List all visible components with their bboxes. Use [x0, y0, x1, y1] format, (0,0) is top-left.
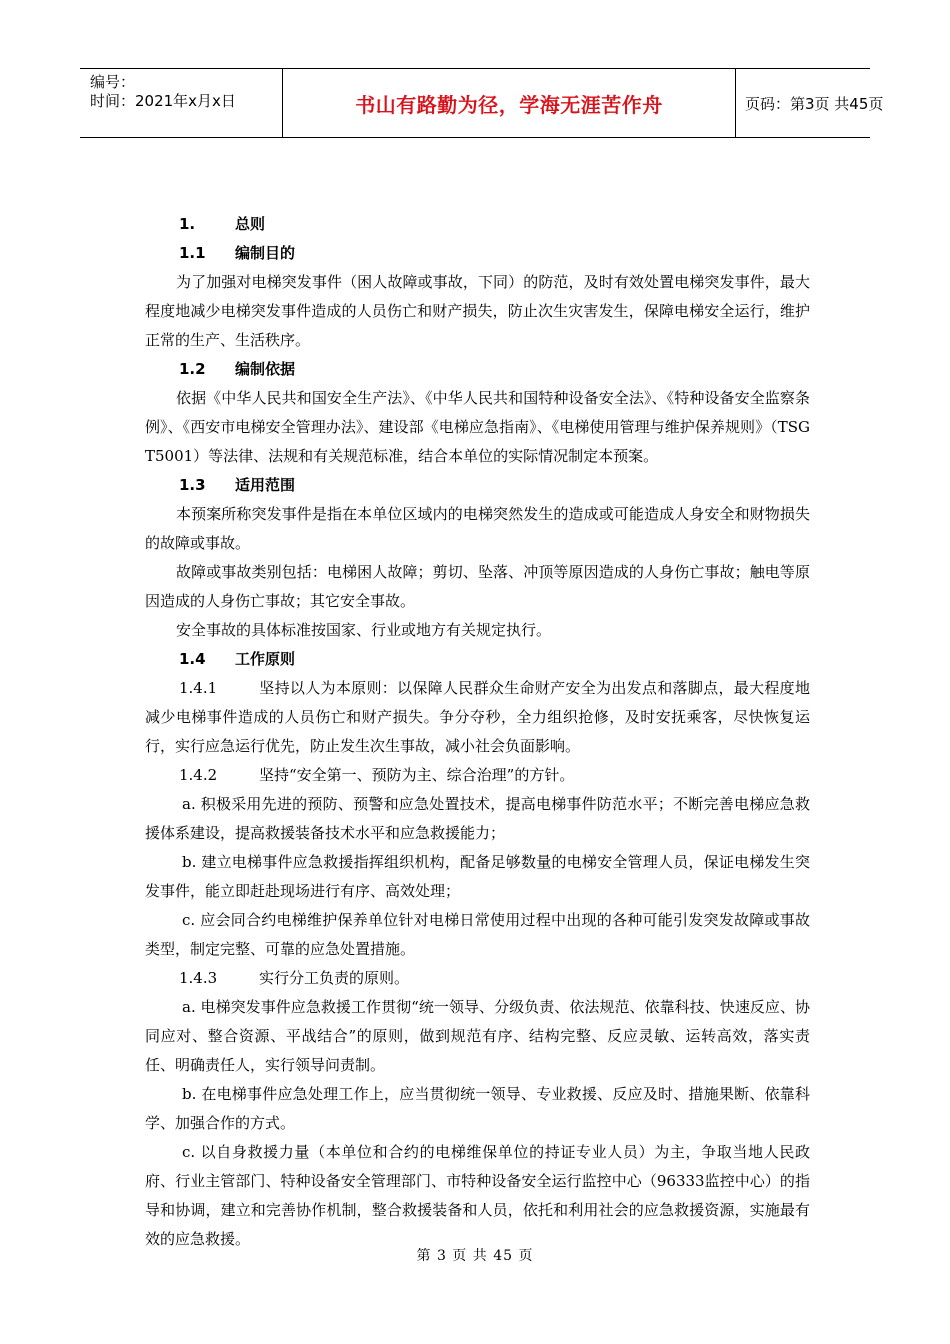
list-item: b. 在电梯事件应急处理工作上，应当贯彻统一领导、专业救援、反应及时、措施果断、依靠科学、加强合作的方式。 — [145, 1085, 810, 1132]
header-motto-cell — [282, 69, 736, 137]
section-title: 适用范围 — [235, 476, 296, 494]
subsection-number: 1.4.2 — [179, 766, 218, 784]
section-heading — [145, 471, 810, 500]
section-heading — [145, 645, 810, 674]
section-heading — [145, 355, 810, 384]
date-label: 时间：2021年x月x日 — [90, 92, 236, 110]
section-number: 1.3 — [179, 476, 206, 494]
header-page-cell — [735, 69, 884, 137]
subsection-number: 1.4.3 — [179, 969, 218, 987]
subsection-paragraph — [145, 964, 810, 993]
motto-text: 书山有路勤为径，学海无涯苦作舟 — [355, 92, 663, 117]
list-item: b. 建立电梯事件应急救援指挥组织机构，配备足够数量的电梯安全管理人员，保证电梯发生突发事件，能立即赶赴现场进行有序、高效处理； — [145, 853, 810, 900]
paragraph: 故障或事故类别包括：电梯困人故障；剪切、坠落、冲顶等原因造成的人身伤亡事故；触电等原因造成的人身伤亡事故；其它安全事故。 — [145, 563, 810, 610]
document-header — [80, 68, 884, 138]
section-title: 工作原则 — [235, 650, 296, 668]
section-title: 编制依据 — [235, 360, 296, 378]
section-heading — [145, 210, 810, 239]
subsection-text: 坚持“安全第一、预防为主、综合治理”的方针。 — [259, 766, 575, 784]
list-item: a. 积极采用先进的预防、预警和应急处置技术，提高电梯事件防范水平；不断完善电梯应急救援体系建设，提高救援装备技术水平和应急救援能力； — [145, 795, 810, 842]
subsection-paragraph — [145, 674, 810, 761]
list-item: c. 应会同合约电梯维护保养单位针对电梯日常使用过程中出现的各种可能引发突发故障或事故类型，制定完整、可靠的应急处置措施。 — [145, 911, 810, 958]
subsection-number: 1.4.1 — [179, 679, 218, 697]
page-footer: 第 3 页 共 45 页 — [416, 1248, 534, 1264]
paragraph: 安全事故的具体标准按国家、行业或地方有关规定执行。 — [176, 621, 552, 639]
section-title: 编制目的 — [235, 244, 296, 262]
paragraph: 为了加强对电梯突发事件（困人故障或事故，下同）的防范，及时有效处置电梯突发事件，最大程度地减少电梯突发事件造成的人员伤亡和财产损失，防止次生灾害发生，保障电梯安全运行，维护正常的生产、生活秩序。 — [145, 273, 810, 349]
subsection-text: 实行分工负责的原则。 — [259, 969, 410, 987]
serial-number-label: 编号： — [90, 73, 136, 91]
section-number: 1.1 — [179, 244, 206, 262]
list-item: a. 电梯突发事件应急救援工作贯彻“统一领导、分级负责、依法规范、依靠科技、快速反应、协同应对、整合资源、平战结合”的原则，做到规范有序、结构完整、反应灵敏、运转高效，落实责任、明确责任人，实行领导问责制。 — [145, 998, 810, 1074]
section-title: 总则 — [235, 215, 266, 233]
subsection-paragraph — [145, 761, 810, 790]
section-number: 1. — [179, 215, 196, 233]
list-item: c. 以自身救援力量（本单位和合约的电梯维保单位的持证专业人员）为主，争取当地人民政府、行业主管部门、特种设备安全管理部门、市特种设备安全运行监控中心（96333监控中心）的指导和协调，建立和完善协作机制，整合救援装备和人员，依托和利用社会的应急救援资源，实施最有效的应急救援。 — [145, 1143, 810, 1248]
subsection-text: 坚持以人为本原则：以保障人民群众生命财产安全为出发点和落脚点，最大程度地减少电梯事件造成的人员伤亡和财产损失。争分夺秒，全力组织抢修，及时安抚乘客，尽快恢复运行，实行应急运行优先，防止发生次生事故，减小社会负面影响。 — [145, 679, 810, 755]
section-number: 1.2 — [179, 360, 206, 378]
paragraph: 依据《中华人民共和国安全生产法》、《中华人民共和国特种设备安全法》、《特种设备安全监察条例》、《西安市电梯安全管理办法》、建设部《电梯应急指南》、《电梯使用管理与维护保养规则》（TSG T5001）等法律、法规和有关规范标准，结合本单位的实际情况制定本预案。 — [145, 389, 810, 465]
paragraph: 本预案所称突发事件是指在本单位区域内的电梯突然发生的造成或可能造成人身安全和财物损失的故障或事故。 — [145, 505, 810, 552]
page-info: 页码：第3页 共45页 — [745, 94, 884, 113]
document-body — [145, 210, 810, 1254]
header-meta-cell — [80, 69, 282, 137]
section-number: 1.4 — [179, 650, 206, 668]
section-heading — [145, 239, 810, 268]
